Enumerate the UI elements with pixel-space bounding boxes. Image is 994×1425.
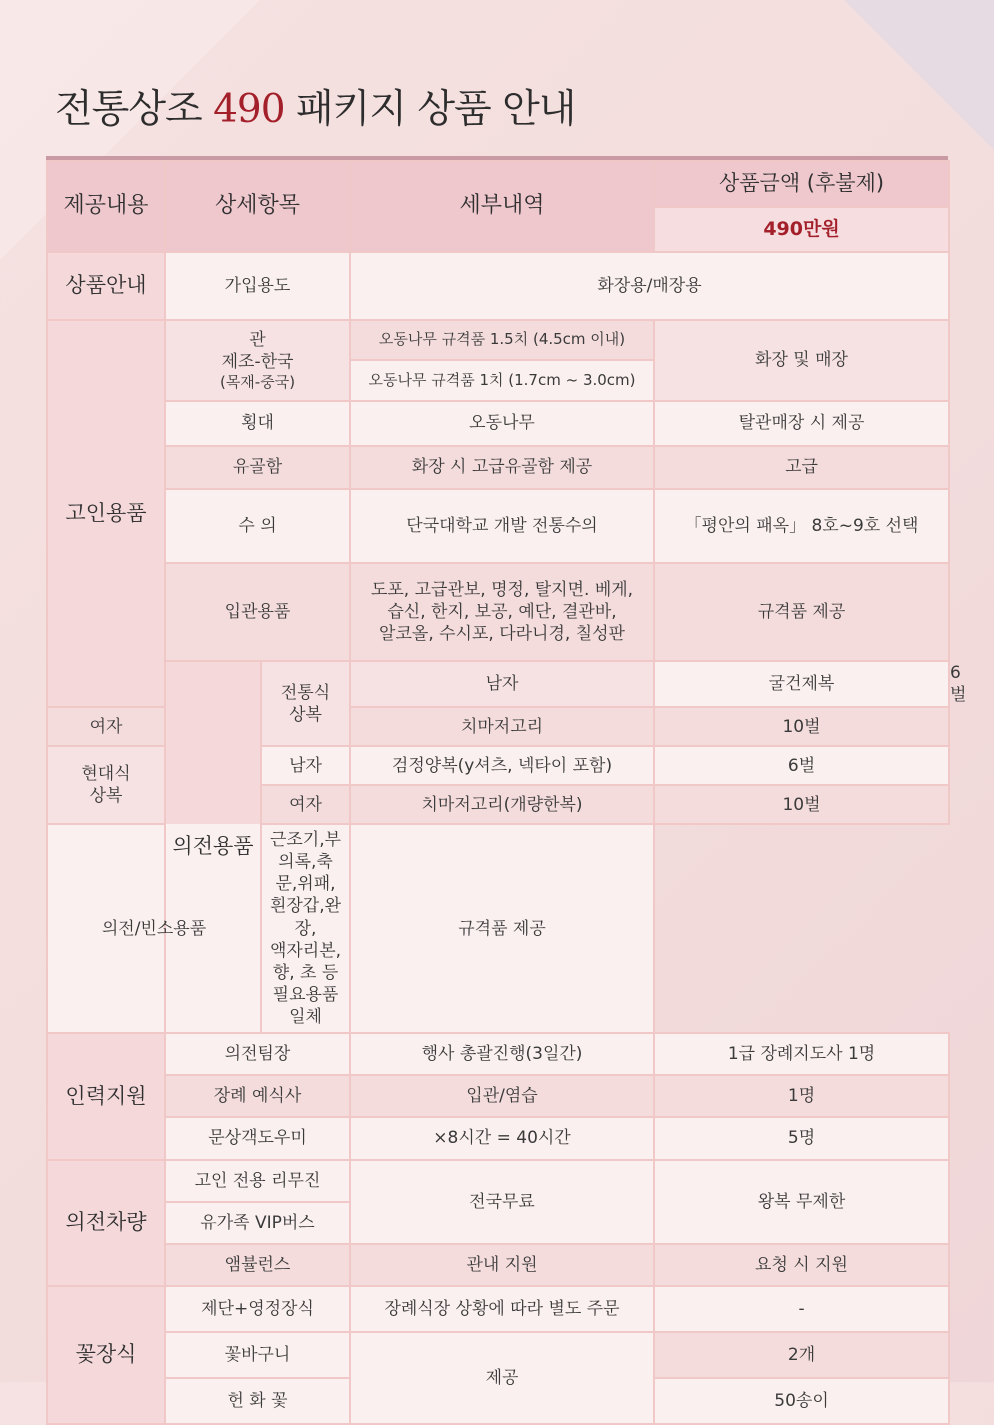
value-ceremony-supplies: 규격품 제공 [350, 824, 654, 1033]
item-limousine: 고인 전용 리무진 [165, 1160, 350, 1202]
value-vehicles-shared: 왕복 무제한 [654, 1160, 949, 1244]
value-hoengdae: 탈관매장 시 제공 [654, 401, 949, 446]
category-vehicles: 의전차량 [47, 1160, 165, 1286]
header-price: 상품금액 (후불제) [654, 161, 949, 207]
category-product: 상품안내 [47, 252, 165, 320]
detail-ambulance: 관내 지원 [350, 1244, 654, 1286]
detail-flowers-shared: 제공 [350, 1332, 654, 1424]
value-modern-female: 10벌 [654, 785, 949, 824]
detail-funeral-officiant: 입관/염습 [350, 1075, 654, 1117]
category-staff-support: 인력지원 [47, 1033, 165, 1160]
detail-vehicles-shared: 전국무료 [350, 1160, 654, 1244]
item-ceremony-supplies: 의전/빈소용품 [47, 824, 261, 1033]
category-flowers: 꽃장식 [47, 1286, 165, 1424]
gender-traditional-female: 여자 [47, 707, 165, 746]
detail-ceremony-supplies: 근조기,부의록,축문,위패,흰장갑,완장, 액자리본, 향, 초 등 필요용품 일체 [261, 824, 350, 1033]
page-title: 전통상조 490 패키지 상품 안내 [55, 87, 576, 132]
detail-coffin-2: 오동나무 규격품 1치 (1.7cm ~ 3.0cm) [350, 360, 654, 401]
item-flower-basket: 꽃바구니 [165, 1332, 350, 1378]
value-funeral-officiant: 1명 [654, 1075, 949, 1117]
package-price: 490만원 [654, 207, 949, 252]
category-ceremony-supplies: 의전용품 [165, 661, 261, 1033]
package-table: 제공내용 상세항목 세부내역 상품금액 (후불제) 490만원 상품안내 가입용도 화장용/매장용 고인용품 관 제조-한국 (목재-중국) 오동나무 규격품 1.5치 (4.5cm 이내) 화장 및 매장 오동나무 규격품 1치 (1.7cm ~ 3.0cm) 횡대 오동나무 탈관매장 시 제공 유골함 화장 시 고급유골함 제공 고급 수 의 단국대학교 개발 전통수의 「평안의 패옥」 8호~9호 선택 입관용품 도포, 고급관보, 명정, 탈지면. 베게, 습신, 한지, 보공, 예단, 결관바, 알코올, 수시포, 다라니경, 칠성판 규격품 제공 의전용품 전통식 상복 남자 굴건제복 6벌 여자 치마저고리 10벌 현대식 상복 남자 검정양복(y셔츠, 넥타이 포함) 6벌 여자 치마저고리(개량한복) 10벌 의전/빈소용품 근조기,부의록,축문,위패,흰장갑,완장, 액자리본, 향, 초 등 필요용품 일체 규격품 제공 인력지원 의전팀장 행사 총괄진행(3일간) 1급 장례지도사 1명 장례 예식사 입관/염습 1명 문상객도우미 ×8시간 = 40시간 5명 의전차량 고인 전용 리무진 전국무료 왕복 무제한 유가족 VIP버스 앰뷸런스 관내 지원 요청 시 지원 꽃장식 제단+영정장식 장례식장 상황에 따라 별도 주문 - 꽃바구니 제공 2개 헌 화 꽃 50송이 [46, 156, 948, 1425]
detail-hoengdae: 오동나무 [350, 401, 654, 446]
item-offering-flowers: 헌 화 꽃 [165, 1378, 350, 1424]
value-coffin: 화장 및 매장 [654, 320, 949, 401]
detail-team-leader: 행사 총괄진행(3일간) [350, 1033, 654, 1075]
value-modern-male: 6벌 [654, 746, 949, 785]
gender-modern-female: 여자 [261, 785, 350, 824]
item-altar-decoration: 제단+영정장식 [165, 1286, 350, 1332]
category-deceased-supplies: 고인용품 [47, 320, 165, 707]
value-guest-helper: 5명 [654, 1117, 949, 1160]
value-altar-decoration: - [654, 1286, 949, 1332]
gender-modern-male: 남자 [261, 746, 350, 785]
item-shroud: 수 의 [165, 489, 350, 563]
item-funeral-officiant: 장례 예식사 [165, 1075, 350, 1117]
header-provision: 제공내용 [47, 161, 165, 252]
detail-modern-female: 치마저고리(개량한복) [350, 785, 654, 824]
detail-shroud: 단국대학교 개발 전통수의 [350, 489, 654, 563]
detail-traditional-female: 치마저고리 [350, 707, 654, 746]
detail-altar-decoration: 장례식장 상황에 따라 별도 주문 [350, 1286, 654, 1332]
detail-urn: 화장 시 고급유골함 제공 [350, 446, 654, 489]
item-coffin-supplies: 입관용품 [165, 563, 350, 661]
value-ambulance: 요청 시 지원 [654, 1244, 949, 1286]
item-hoengdae: 횡대 [165, 401, 350, 446]
title-package-number: 490 [213, 87, 285, 132]
background-corner-right [844, 0, 994, 150]
item-coffin: 관 제조-한국 (목재-중국) [165, 320, 350, 401]
header-detail-item: 상세항목 [165, 161, 350, 252]
value-shroud: 「평안의 패옥」 8호~9호 선택 [654, 489, 949, 563]
gender-traditional-male: 남자 [350, 661, 654, 707]
item-urn: 유골함 [165, 446, 350, 489]
value-traditional-female: 10벌 [654, 707, 949, 746]
detail-modern-male: 검정양복(y셔츠, 넥타이 포함) [350, 746, 654, 785]
value-coffin-supplies: 규격품 제공 [654, 563, 949, 661]
item-ambulance: 앰뷸런스 [165, 1244, 350, 1286]
value-urn: 고급 [654, 446, 949, 489]
detail-coffin-1: 오동나무 규격품 1.5치 (4.5cm 이내) [350, 320, 654, 360]
item-traditional-mourning: 전통식 상복 [261, 661, 350, 746]
detail-traditional-male: 굴건제복 [654, 661, 949, 707]
value-offering-flowers: 50송이 [654, 1378, 949, 1424]
item-team-leader: 의전팀장 [165, 1033, 350, 1075]
item-guest-helper: 문상객도우미 [165, 1117, 350, 1160]
item-modern-mourning: 현대식 상복 [47, 746, 165, 824]
item-purpose: 가입용도 [165, 252, 350, 320]
value-team-leader: 1급 장례지도사 1명 [654, 1033, 949, 1075]
value-flower-basket: 2개 [654, 1332, 949, 1378]
header-specifics: 세부내역 [350, 161, 654, 252]
detail-guest-helper: ×8시간 = 40시간 [350, 1117, 654, 1160]
detail-purpose: 화장용/매장용 [350, 252, 949, 320]
item-vip-bus: 유가족 VIP버스 [165, 1202, 350, 1244]
detail-coffin-supplies: 도포, 고급관보, 명정, 탈지면. 베게, 습신, 한지, 보공, 예단, 결관바, 알코올, 수시포, 다라니경, 칠성판 [350, 563, 654, 661]
